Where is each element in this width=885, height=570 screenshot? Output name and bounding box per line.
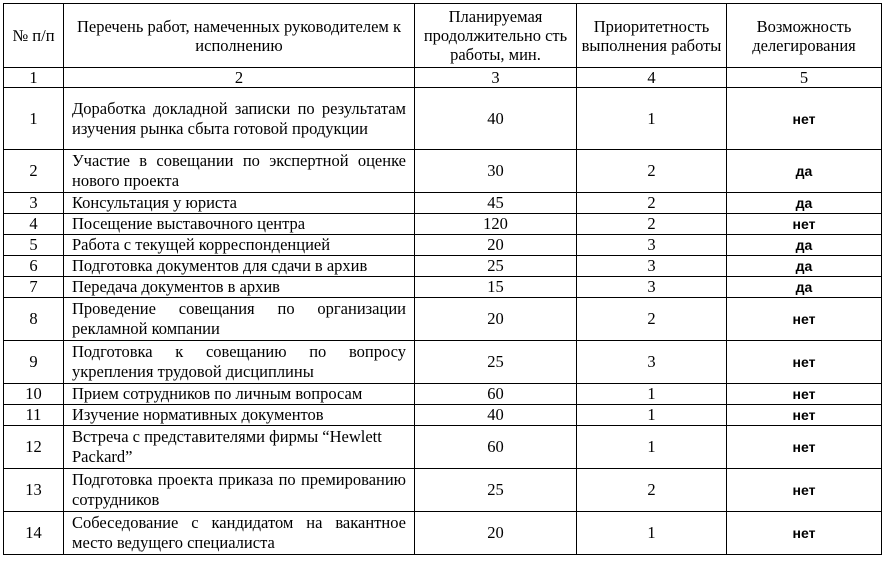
duration-value: 25 — [415, 256, 577, 277]
row-number: 13 — [4, 469, 64, 512]
table-row — [4, 88, 882, 150]
task-description: Проведение совещания по организации рекламной компании — [64, 298, 415, 341]
row-number: 2 — [4, 150, 64, 193]
priority-value: 2 — [577, 150, 727, 193]
table-row — [4, 298, 882, 341]
row-number: 5 — [4, 235, 64, 256]
task-description: Передача документов в архив — [64, 277, 415, 298]
column-number: 4 — [577, 68, 727, 88]
duration-value: 20 — [415, 512, 577, 555]
row-number: 11 — [4, 405, 64, 426]
header-duration: Планируемая продолжительно сть работы, мин. — [415, 4, 577, 68]
table-row — [4, 341, 882, 384]
delegation-value: нет — [727, 341, 882, 384]
task-description: Подготовка проекта приказа по премированию сотрудников — [64, 469, 415, 512]
task-description: Встреча с представителями фирмы “Hewlett Packard” — [64, 426, 415, 469]
task-description: Участие в совещании по экспертной оценке нового проекта — [64, 150, 415, 193]
table-row — [4, 256, 882, 277]
priority-value: 3 — [577, 256, 727, 277]
delegation-value: нет — [727, 88, 882, 150]
header-delegation: Возможность делегирования — [727, 4, 882, 68]
row-number: 10 — [4, 384, 64, 405]
column-number: 5 — [727, 68, 882, 88]
task-description: Подготовка документов для сдачи в архив — [64, 256, 415, 277]
priority-value: 2 — [577, 214, 727, 235]
row-number: 8 — [4, 298, 64, 341]
column-number-row — [4, 68, 882, 88]
table-row — [4, 150, 882, 193]
table-row — [4, 426, 882, 469]
delegation-value: нет — [727, 405, 882, 426]
priority-value: 1 — [577, 384, 727, 405]
column-number: 2 — [64, 68, 415, 88]
row-number: 14 — [4, 512, 64, 555]
duration-value: 25 — [415, 341, 577, 384]
priority-value: 1 — [577, 512, 727, 555]
task-description: Работа с текущей корреспонденцией — [64, 235, 415, 256]
table-row — [4, 193, 882, 214]
table-row — [4, 384, 882, 405]
priority-value: 3 — [577, 235, 727, 256]
delegation-value: нет — [727, 469, 882, 512]
row-number: 4 — [4, 214, 64, 235]
column-number: 1 — [4, 68, 64, 88]
header-row — [4, 4, 882, 68]
row-number: 3 — [4, 193, 64, 214]
header-task-list: Перечень работ, намеченных руководителем к исполнению — [64, 4, 415, 68]
duration-value: 25 — [415, 469, 577, 512]
delegation-value: нет — [727, 512, 882, 555]
priority-value: 2 — [577, 193, 727, 214]
table-row — [4, 512, 882, 555]
duration-value: 120 — [415, 214, 577, 235]
table-row — [4, 214, 882, 235]
task-description: Собеседование с кандидатом на вакантное место ведущего специалиста — [64, 512, 415, 555]
priority-value: 1 — [577, 426, 727, 469]
priority-value: 2 — [577, 469, 727, 512]
column-number: 3 — [415, 68, 577, 88]
priority-value: 1 — [577, 88, 727, 150]
row-number: 7 — [4, 277, 64, 298]
priority-value: 2 — [577, 298, 727, 341]
duration-value: 60 — [415, 426, 577, 469]
table-row — [4, 277, 882, 298]
table-row — [4, 405, 882, 426]
task-description: Консультация у юриста — [64, 193, 415, 214]
delegation-value: да — [727, 277, 882, 298]
delegation-value: да — [727, 150, 882, 193]
duration-value: 20 — [415, 235, 577, 256]
row-number: 9 — [4, 341, 64, 384]
task-description: Прием сотрудников по личным вопросам — [64, 384, 415, 405]
row-number: 1 — [4, 88, 64, 150]
task-description: Посещение выставочного центра — [64, 214, 415, 235]
duration-value: 60 — [415, 384, 577, 405]
header-number: № п/п — [4, 4, 64, 68]
row-number: 12 — [4, 426, 64, 469]
duration-value: 40 — [415, 88, 577, 150]
task-description: Подготовка к совещанию по вопросу укрепления трудовой дисциплины — [64, 341, 415, 384]
priority-value: 3 — [577, 341, 727, 384]
delegation-value: нет — [727, 214, 882, 235]
priority-value: 3 — [577, 277, 727, 298]
header-priority: Приоритетность выполнения работы — [577, 4, 727, 68]
delegation-value: нет — [727, 298, 882, 341]
priority-value: 1 — [577, 405, 727, 426]
table-row — [4, 469, 882, 512]
table-row — [4, 235, 882, 256]
duration-value: 15 — [415, 277, 577, 298]
task-table — [3, 3, 882, 555]
delegation-value: да — [727, 193, 882, 214]
duration-value: 45 — [415, 193, 577, 214]
delegation-value: нет — [727, 384, 882, 405]
delegation-value: да — [727, 235, 882, 256]
task-description: Доработка докладной записки по результатам изучения рынка сбыта готовой продукции — [64, 88, 415, 150]
duration-value: 20 — [415, 298, 577, 341]
duration-value: 30 — [415, 150, 577, 193]
delegation-value: да — [727, 256, 882, 277]
task-description: Изучение нормативных документов — [64, 405, 415, 426]
duration-value: 40 — [415, 405, 577, 426]
row-number: 6 — [4, 256, 64, 277]
delegation-value: нет — [727, 426, 882, 469]
